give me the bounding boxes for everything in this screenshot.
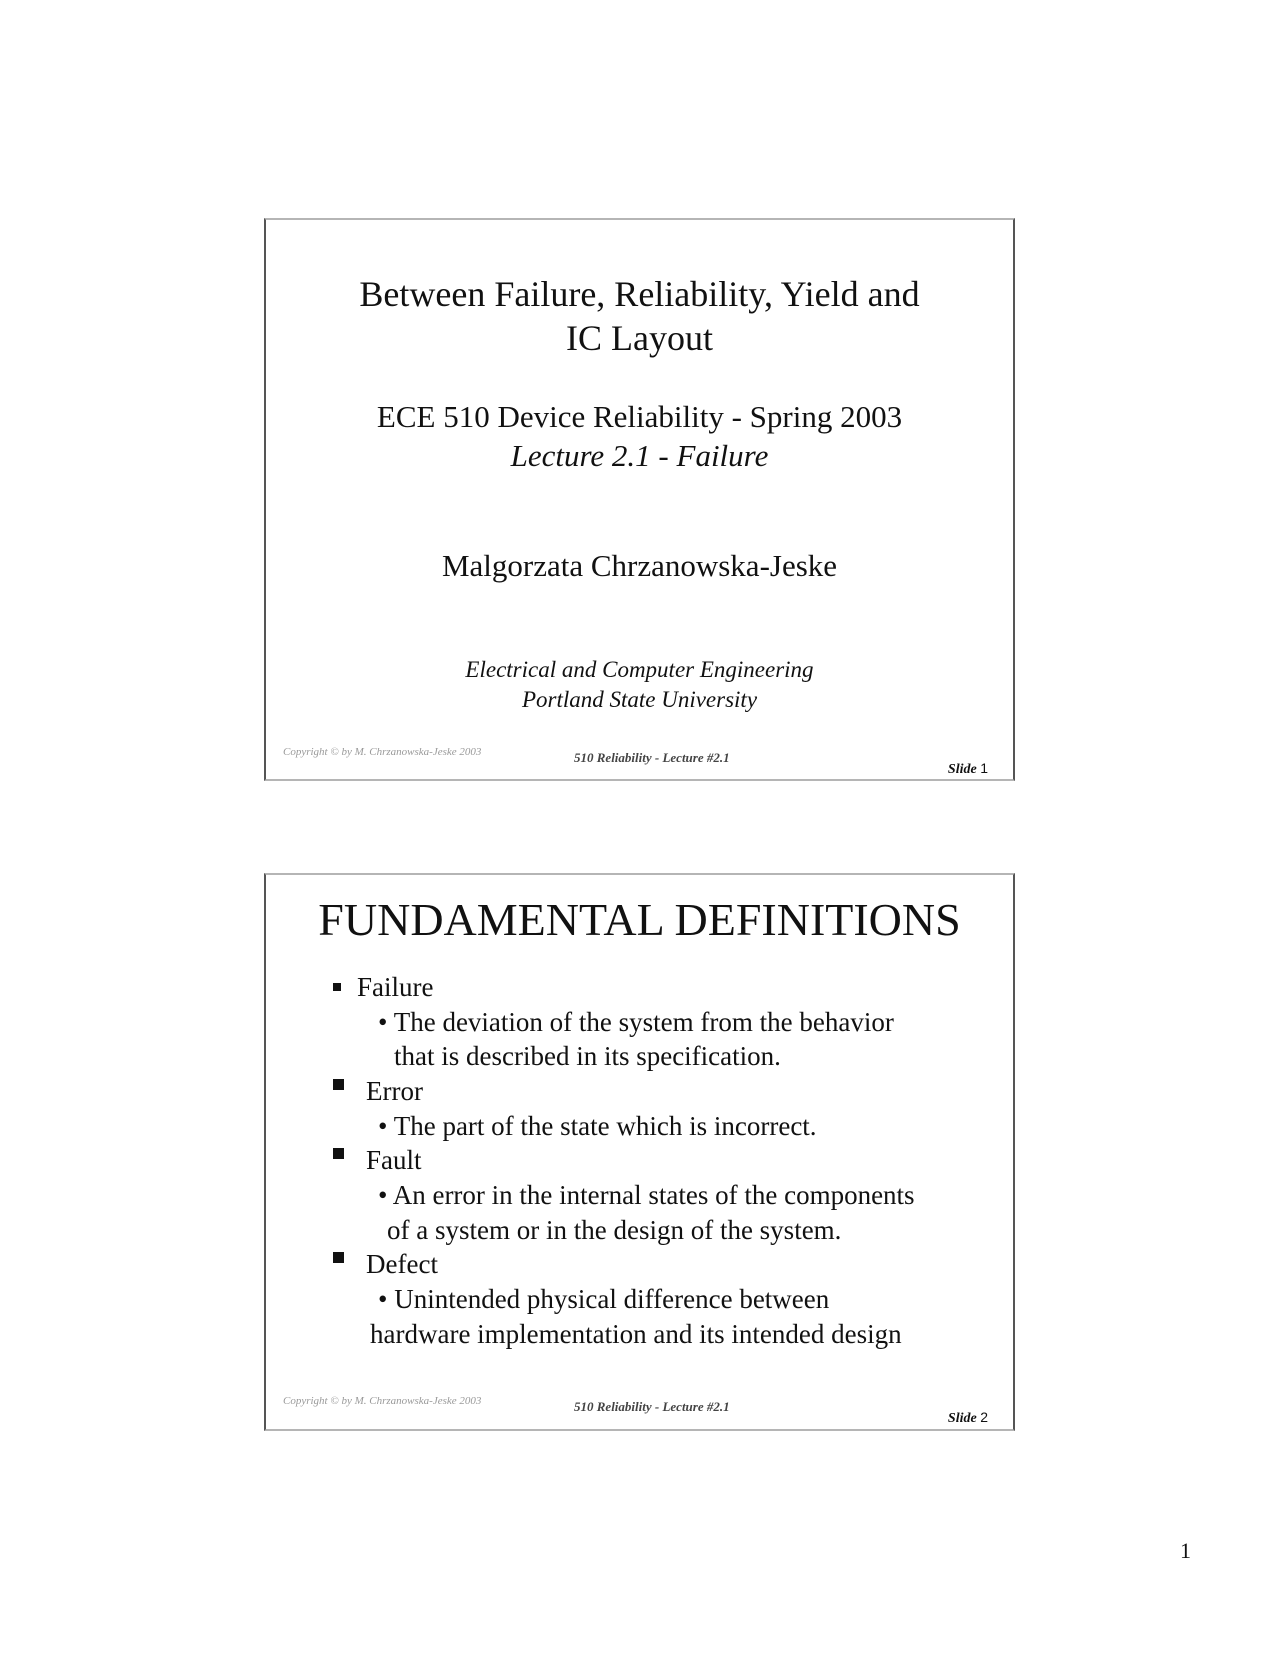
definition-defect-line-1: • Unintended physical difference between [378,1284,830,1314]
slide-label: Slide [947,1411,977,1426]
square-bullet-icon [333,983,341,991]
slide-label: Slide [947,762,977,777]
copyright-notice: Copyright © by M. Chrzanowska-Jeske 2003 [283,1395,482,1407]
square-bullet-icon [333,1079,344,1090]
slide-1 [264,218,1015,781]
lecture-footer: 510 Reliability - Lecture #2.1 [574,750,730,765]
term-error: Error [366,1076,423,1106]
term-fault: Fault [366,1145,422,1175]
slide-number-value: 1 [980,760,988,776]
lecture-footer: 510 Reliability - Lecture #2.1 [574,1399,730,1414]
definition-defect-line-2: hardware implementation and its intended design [370,1319,902,1349]
slide-title-line-1: Between Failure, Reliability, Yield and [359,274,920,314]
slide-title: FUNDAMENTAL DEFINITIONS [318,894,961,945]
slide-2 [264,873,1015,1431]
copyright-notice: Copyright © by M. Chrzanowska-Jeske 2003 [283,746,482,758]
slide-number [948,760,988,778]
definition-error-line-1: • The part of the state which is incorrect. [378,1111,817,1141]
affiliation-department: Electrical and Computer Engineering [465,657,814,682]
page-number: 1 [1180,1538,1191,1563]
term-failure: Failure [357,972,434,1002]
slide-number-value: 2 [980,1409,988,1425]
author-name: Malgorzata Chrzanowska-Jeske [441,548,838,583]
definition-failure-line-1: • The deviation of the system from the behavior [378,1007,894,1037]
slide-number [948,1409,988,1427]
affiliation-university: Portland State University [521,687,758,712]
definition-failure-line-2: that is described in its specification. [394,1041,781,1071]
slide-title-line-2: IC Layout [566,318,713,358]
course-name: ECE 510 Device Reliability - Spring 2003 [376,399,903,434]
square-bullet-icon [333,1148,344,1159]
lecture-title: Lecture 2.1 - Failure [510,438,769,473]
term-defect: Defect [366,1249,438,1279]
definition-fault-line-1: • An error in the internal states of the components [378,1180,915,1210]
square-bullet-icon [333,1252,344,1263]
definition-fault-line-2: of a system or in the design of the system. [387,1215,842,1245]
